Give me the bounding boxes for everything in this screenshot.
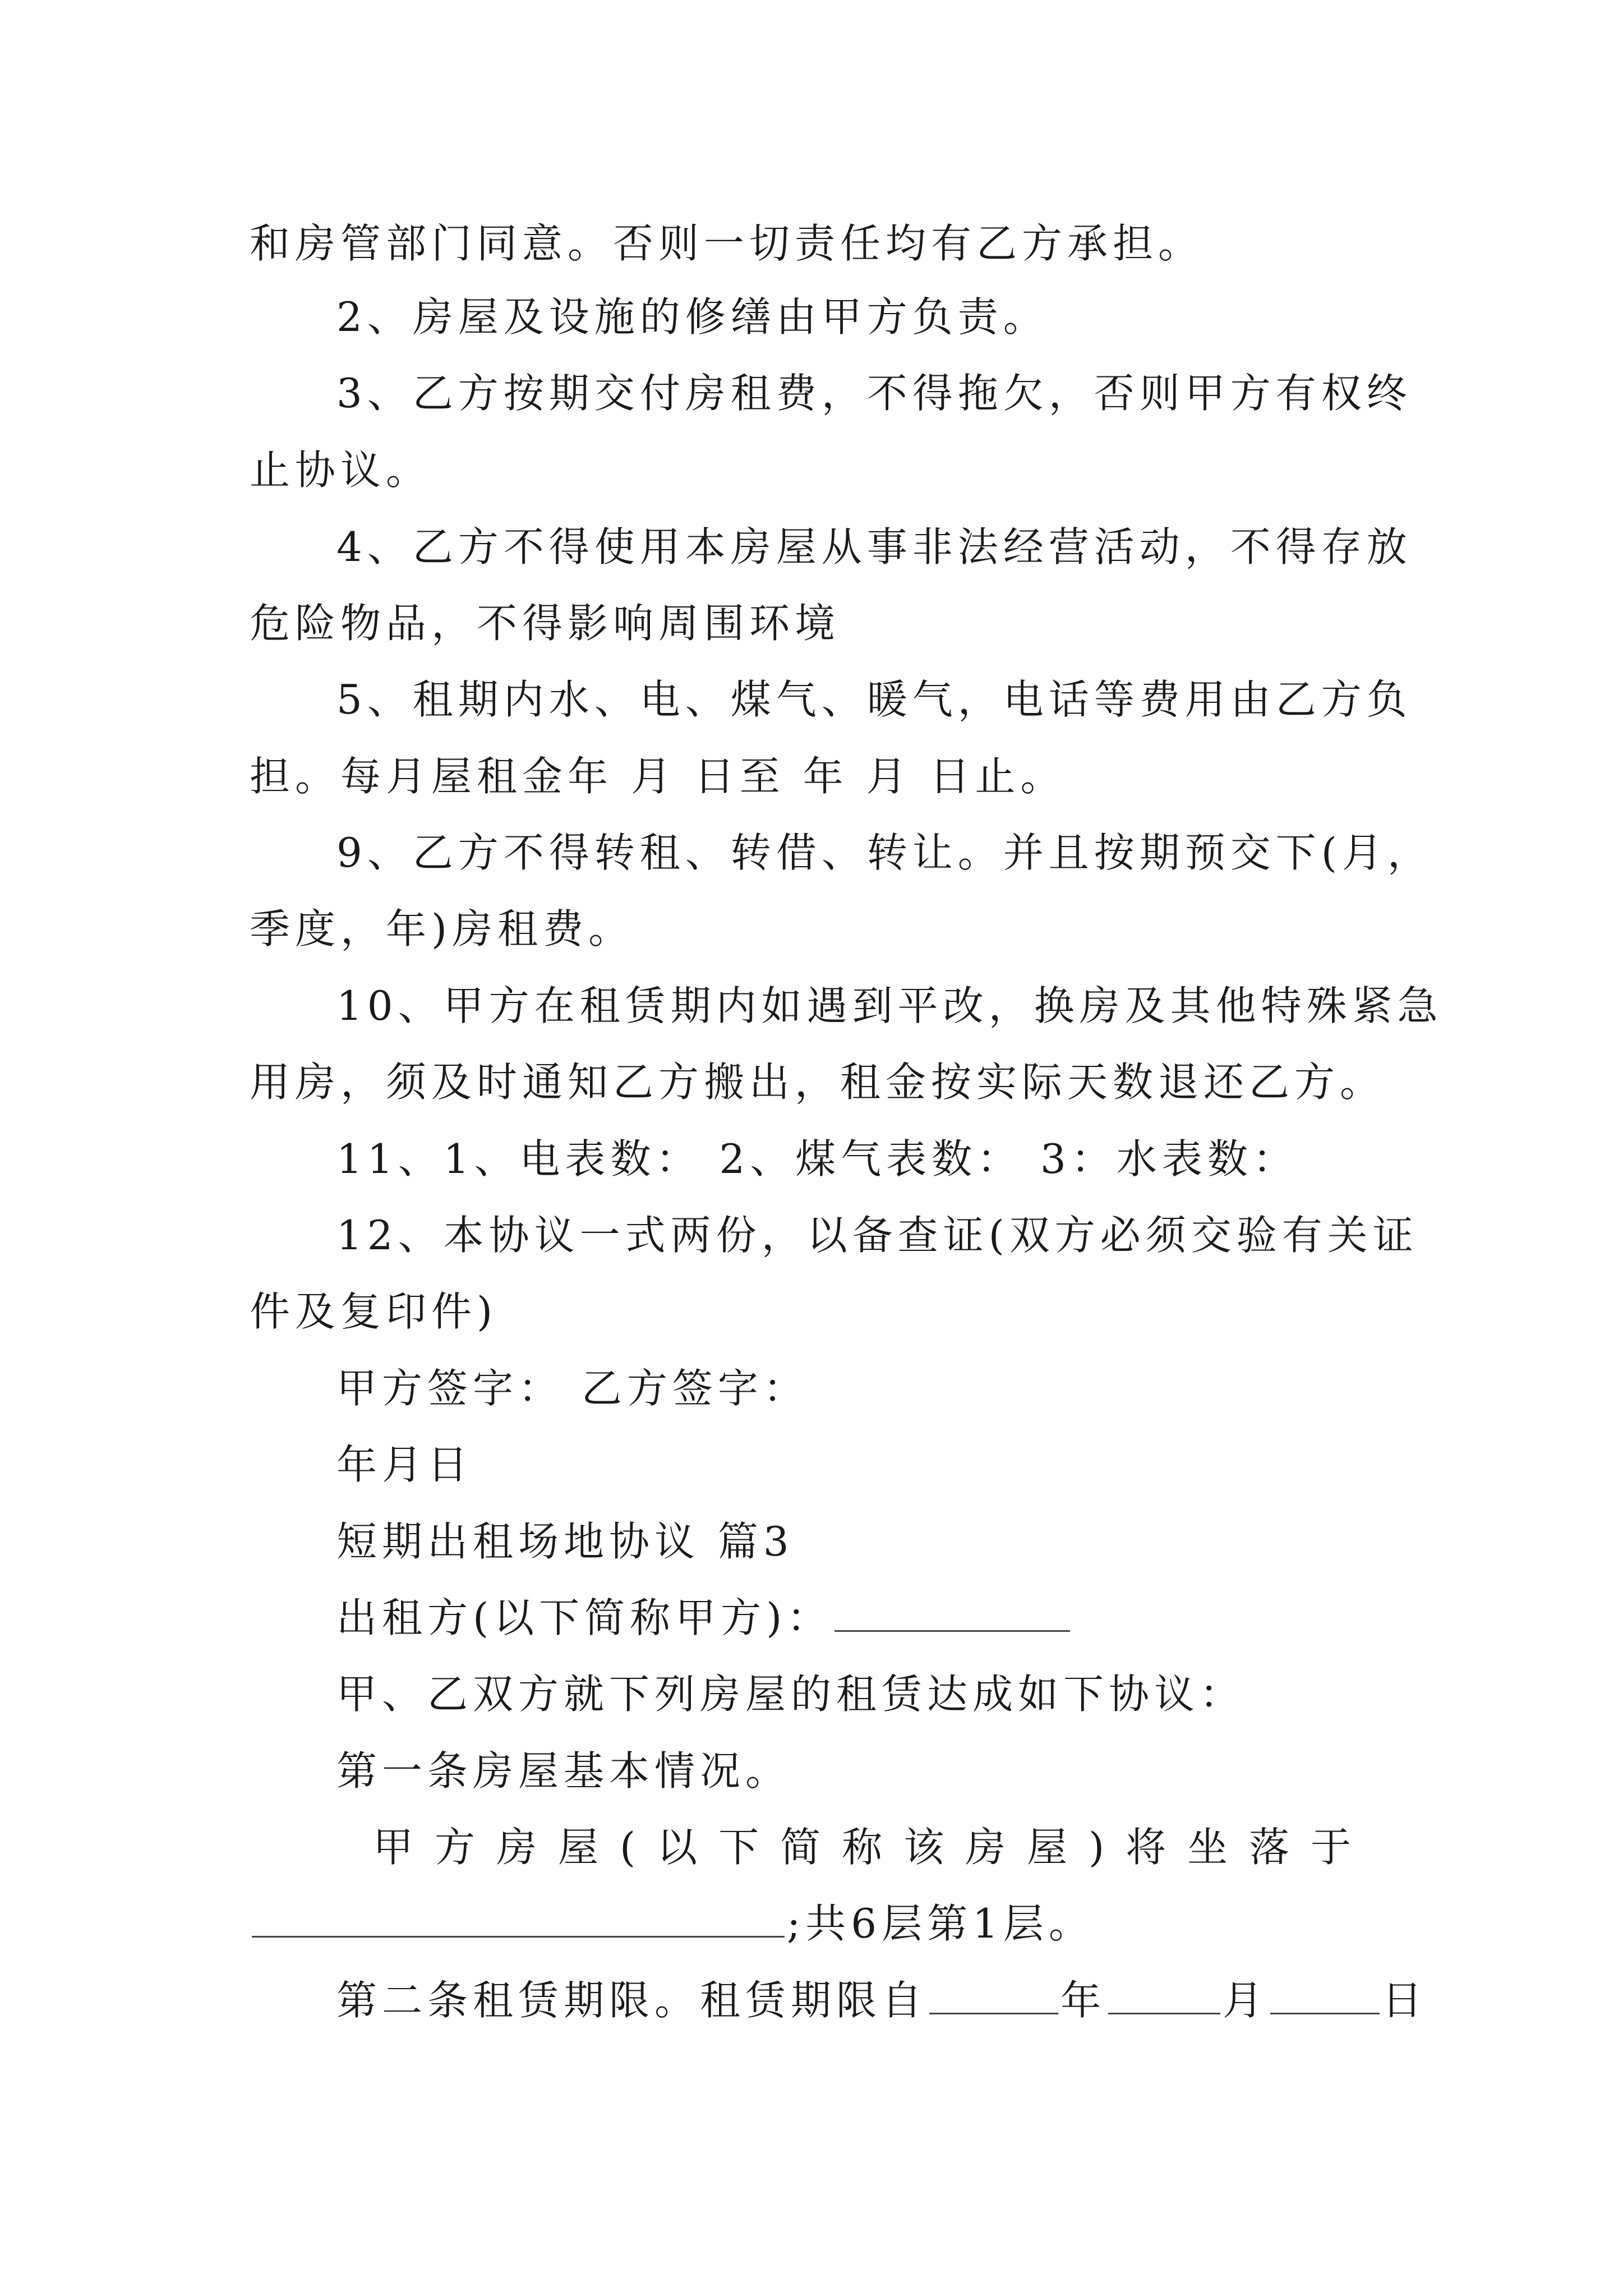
text-line: 件及复印件) [250,1288,498,1335]
text-line: 止协议。 [250,447,432,494]
section-heading: 短期出租场地协议 篇3 [336,1518,794,1565]
lessor-blank-field [834,1591,1070,1632]
article-2-text: 第二条租赁期限。租赁期限自 [336,1977,928,2024]
day-blank-field [1270,1973,1380,2014]
text-line: 危险物品，不得影响周围环境 [250,600,841,647]
day-label: 日 [1382,1977,1428,2024]
month-blank-field [1108,1973,1220,2014]
text-line: 季度，年)房租费。 [250,905,634,953]
clause-11: 11、1、电表数： 2、煤气表数： 3：水表数： [336,1135,1298,1182]
lessor-line [336,1591,1382,1645]
article-1-text: 甲方房屋(以下简称该房屋)将坐落于 [373,1824,1373,1871]
text-line: 担。每月屋租金年 月 日至 年 月 日止。 [250,753,1066,800]
month-label: 月 [1223,1977,1269,2024]
clause-12: 12、本协议一式两份，以备查证(双方必须交验有关证 [336,1212,1418,1259]
location-line [250,1897,1382,1950]
article-1-heading: 第一条房屋基本情况。 [336,1747,791,1795]
year-blank-field [929,1973,1058,2014]
text-line: 用房，须及时通知乙方搬出，租金按实际天数退还乙方。 [250,1059,1386,1106]
year-label: 年 [1061,1977,1106,2024]
date-line: 年月日 [336,1441,473,1488]
clause-9: 9、乙方不得转租、转借、转让。并且按期预交下(月， [336,829,1433,876]
agreement-intro: 甲、乙双方就下列房屋的租赁达成如下协议： [336,1671,1246,1718]
floor-text: ;共6层第1层。 [787,1900,1094,1947]
article-2 [336,1973,1428,2027]
clause-2: 2、房屋及设施的修缮由甲方负责。 [336,293,1049,341]
location-blank-field [252,1897,785,1938]
clause-3: 3、乙方按期交付房租费，不得拖欠，否则甲方有权终 [336,370,1412,417]
signature-line: 甲方签字： 乙方签字： [336,1365,809,1412]
clause-4: 4、乙方不得使用本房屋从事非法经营活动，不得存放 [336,523,1412,570]
clause-5: 5、租期内水、电、煤气、暖气，电话等费用由乙方负 [336,676,1412,723]
clause-10: 10、甲方在租赁期内如遇到平改，换房及其他特殊紧急 [336,982,1443,1029]
text-line: 和房管部门同意。否则一切责任均有乙方承担。 [250,220,1204,267]
lessor-label: 出租方(以下简称甲方)： [336,1594,833,1641]
